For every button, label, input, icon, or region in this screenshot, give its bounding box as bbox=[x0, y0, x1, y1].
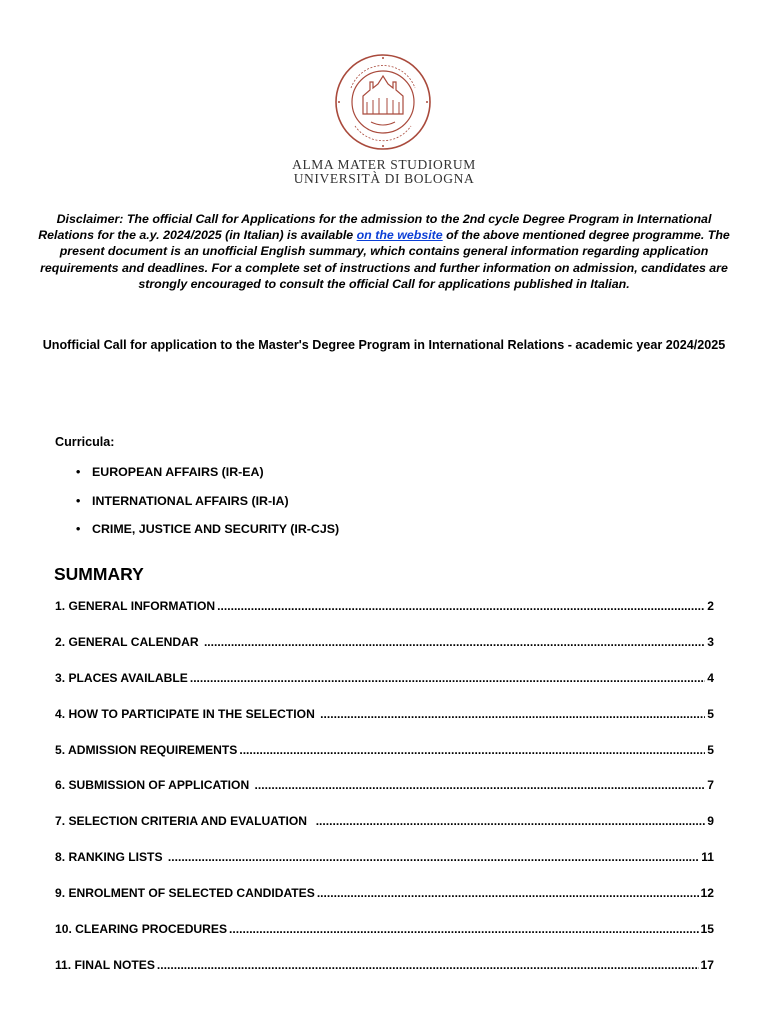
website-link[interactable]: on the website bbox=[356, 228, 443, 243]
toc-leader-dots bbox=[217, 596, 705, 616]
university-seal-icon bbox=[333, 52, 433, 152]
toc-entry[interactable] bbox=[55, 775, 714, 811]
toc-entry[interactable] bbox=[55, 955, 714, 991]
curriculum-label: CRIME, JUSTICE AND SECURITY (IR-CJS) bbox=[92, 522, 340, 536]
toc-entry-page: 7 bbox=[707, 778, 714, 793]
toc-entry[interactable] bbox=[55, 704, 714, 740]
table-of-contents bbox=[55, 596, 714, 991]
bullet-icon: • bbox=[76, 465, 81, 479]
curriculum-label: EUROPEAN AFFAIRS (IR-EA) bbox=[92, 465, 264, 479]
toc-entry[interactable] bbox=[55, 883, 714, 919]
toc-leader-dots bbox=[316, 811, 706, 831]
toc-entry[interactable] bbox=[55, 919, 714, 955]
call-title: Unofficial Call for application to the Master's Degree Program in International Relations - academic year 2024/2025 bbox=[42, 338, 726, 352]
toc-entry-page: 17 bbox=[700, 957, 714, 972]
toc-leader-dots bbox=[317, 883, 699, 903]
curriculum-item bbox=[76, 519, 339, 548]
toc-entry-label: 11. FINAL NOTES bbox=[55, 957, 155, 972]
toc-entry-label: 8. RANKING LISTS bbox=[55, 850, 166, 865]
toc-leader-dots bbox=[204, 632, 705, 652]
toc-entry-label: 1. GENERAL INFORMATION bbox=[55, 599, 216, 613]
disclaimer-text-before: Disclaimer: The official Call for Applications for the admission to the 2nd cycle Degree Program in International Relations for the a.y. 2024/2025 (in Italian) is available bbox=[38, 212, 712, 243]
toc-entry-page: 2 bbox=[707, 599, 714, 613]
toc-leader-dots bbox=[190, 668, 705, 688]
disclaimer-text-after: of the above mentioned degree programme. The present document is an unofficial English summary, which contains general information regarding application requirements and deadlines. For a complete set of instructions and further information on admission, candidates are strongly encouraged to consult the official Call for applications published in Italian. bbox=[40, 228, 730, 291]
summary-heading: SUMMARY bbox=[54, 564, 144, 584]
curricula-list bbox=[76, 462, 339, 548]
toc-entry[interactable] bbox=[55, 847, 714, 883]
toc-leader-dots bbox=[239, 740, 705, 760]
toc-leader-dots bbox=[255, 775, 706, 795]
toc-leader-dots bbox=[157, 955, 699, 975]
university-name-line-1: ALMA MATER STUDIORUM bbox=[292, 157, 476, 172]
toc-entry-label: 3. PLACES AVAILABLE bbox=[55, 670, 188, 685]
curriculum-label: INTERNATIONAL AFFAIRS (IR-IA) bbox=[92, 493, 289, 508]
toc-entry-page: 5 bbox=[707, 742, 714, 757]
toc-entry-page: 4 bbox=[707, 670, 714, 685]
toc-leader-dots bbox=[168, 847, 699, 867]
curriculum-item bbox=[76, 462, 339, 491]
toc-entry-label: 6. SUBMISSION OF APPLICATION bbox=[55, 778, 253, 793]
toc-entry-page: 9 bbox=[707, 814, 714, 829]
bullet-icon: • bbox=[76, 522, 81, 536]
toc-leader-dots bbox=[320, 704, 705, 724]
toc-entry[interactable] bbox=[55, 596, 714, 632]
toc-entry-page: 11 bbox=[701, 850, 714, 865]
curricula-label: Curricula: bbox=[55, 435, 115, 449]
bullet-icon: • bbox=[76, 493, 81, 508]
toc-entry-page: 3 bbox=[707, 634, 714, 649]
toc-entry[interactable] bbox=[55, 811, 714, 847]
toc-entry-label: 10. CLEARING PROCEDURES bbox=[55, 922, 228, 937]
toc-entry-label: 4. HOW TO PARTICIPATE IN THE SELECTION bbox=[55, 706, 319, 721]
disclaimer-paragraph bbox=[38, 211, 730, 292]
toc-entry[interactable] bbox=[55, 632, 714, 668]
toc-leader-dots bbox=[229, 919, 699, 939]
toc-entry-label: 5. ADMISSION REQUIREMENTS bbox=[55, 742, 238, 757]
toc-entry-page: 15 bbox=[700, 922, 714, 937]
toc-entry-label: 9. ENROLMENT OF SELECTED CANDIDATES bbox=[55, 886, 315, 901]
toc-entry-label: 2. GENERAL CALENDAR bbox=[55, 634, 202, 649]
toc-entry[interactable] bbox=[55, 668, 714, 704]
toc-entry-page: 12 bbox=[700, 886, 714, 901]
toc-entry-label: 7. SELECTION CRITERIA AND EVALUATION bbox=[55, 814, 314, 829]
toc-entry[interactable] bbox=[55, 740, 714, 776]
toc-entry-page: 5 bbox=[707, 706, 714, 721]
curriculum-item bbox=[76, 491, 339, 520]
university-name-line-2: UNIVERSITÀ DI BOLOGNA bbox=[293, 171, 475, 186]
